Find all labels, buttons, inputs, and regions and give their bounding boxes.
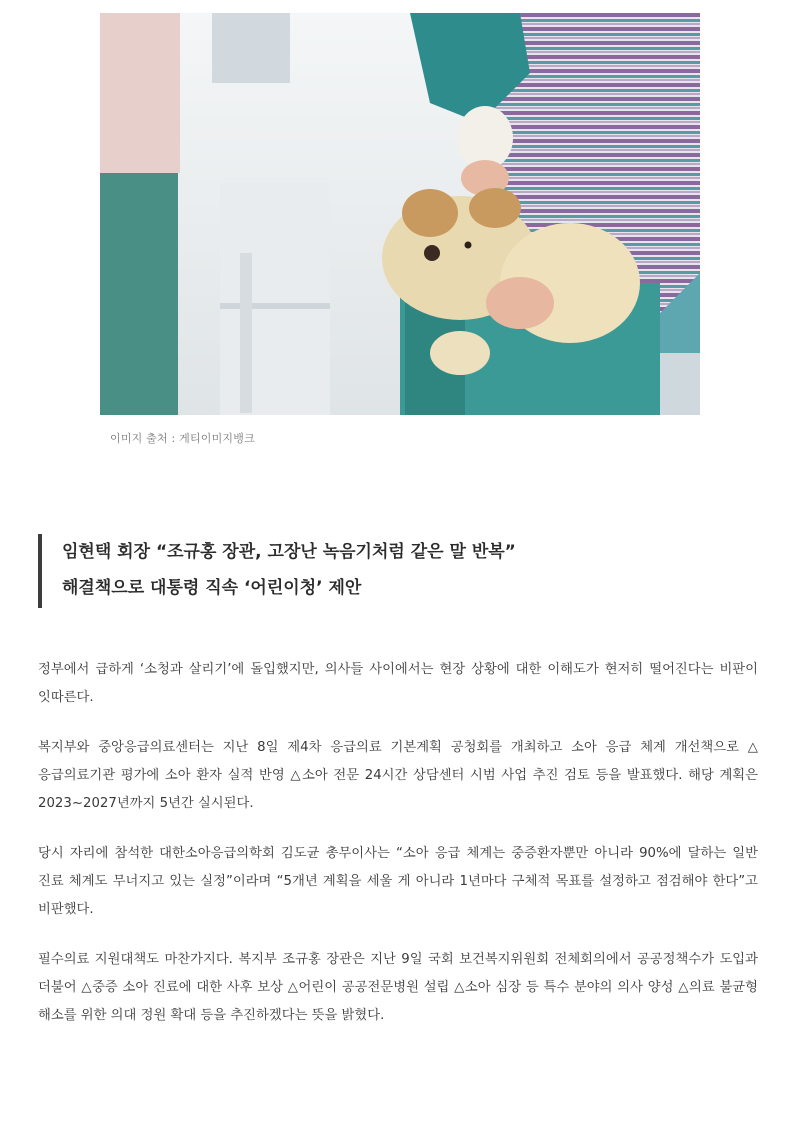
paragraph-1: 정부에서 급하게 ‘소청과 살리기’에 돌입했지만, 의사들 사이에서는 현장 상황에 대한 이해도가 현저히 떨어진다는 비판이 잇따른다. [38,662,758,705]
paragraph-2: 복지부와 중앙응급의료센터는 지난 8일 제4차 응급의료 기본계획 공청회를 개최하고 소아 응급 체계 개선책으로 △응급의료기관 평가에 소아 환자 실적 반영 △소아 전문 24시간 상담센터 시범 사업 추진 검토 등을 발표했다. 해당 계획은 2023~2027년까지 5년간 실시된다. [38,740,758,811]
subheadline-line-2: 해결책으로 대통령 직속 ‘어린이청’ 제안 [62,578,362,598]
subheadline-line-1: 임현택 회장 “조규홍 장관, 고장난 녹음기처럼 같은 말 반복” [62,542,516,562]
article-subheadline [38,534,758,608]
paragraph-3: 당시 자리에 참석한 대한소아응급의학회 김도균 총무이사는 “소아 응급 체계는 중증환자뿐만 아니라 90%에 달하는 일반 진료 체계도 무너지고 있는 실정”이라며 “5개년 계획을 세울 게 아니라 1년마다 구체적 목표를 설정하고 점검해야 한다”고 비판했다. [38,846,759,917]
child-with-teddy-bear-illustration [100,13,700,415]
article-body [38,656,758,1052]
paragraph-4: 필수의료 지원대책도 마찬가지다. 복지부 조규홍 장관은 지난 9일 국회 보건복지위원회 전체회의에서 공공정책수가 도입과 더불어 △중증 소아 진료에 대한 사후 보상 △어린이 공공전문병원 설립 △소아 심장 등 특수 분야의 의사 양성 △의료 불균형 해소를 위한 의대 정원 확대 등을 추진하겠다는 뜻을 밝혔다. [38,952,758,1023]
photo-caption: 이미지 출처 : 게티이미지뱅크 [110,432,255,445]
article-photo [100,13,700,415]
